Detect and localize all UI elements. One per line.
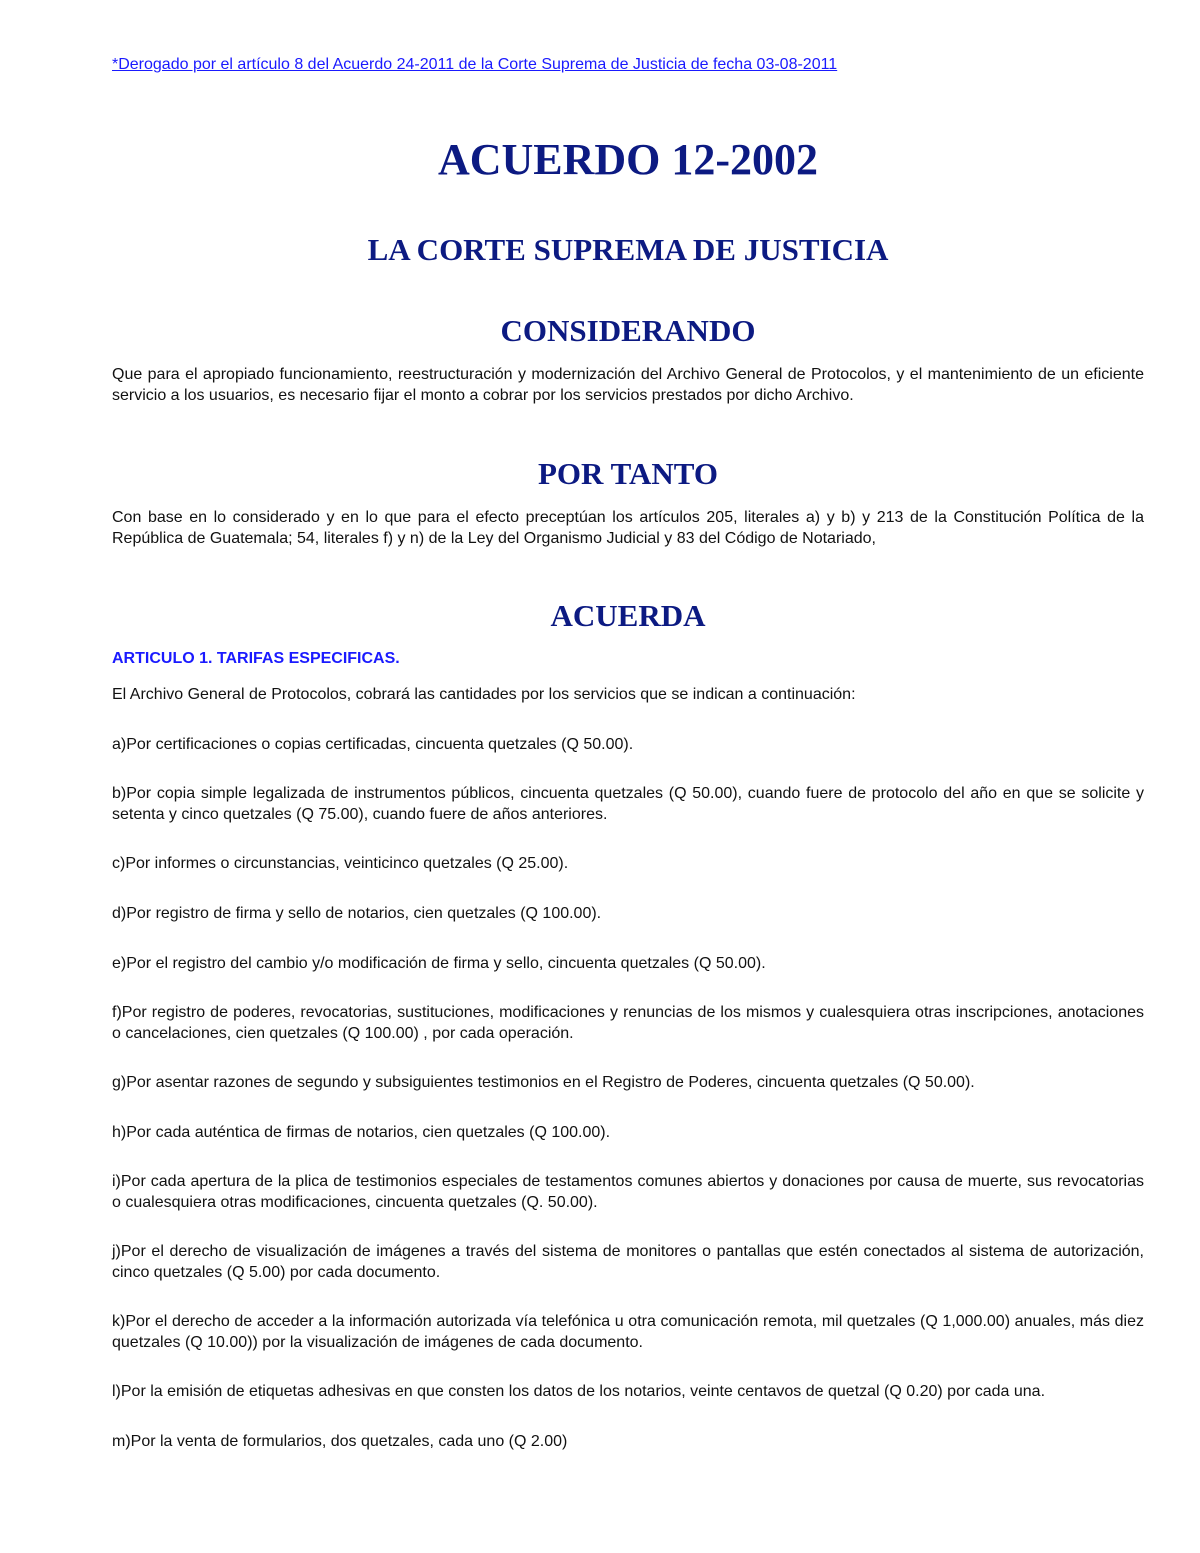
list-item: m)Por la venta de formularios, dos quetzales, cada uno (Q 2.00) bbox=[112, 1433, 568, 1450]
por-tanto-text: Con base en lo considerado y en lo que para el efecto preceptúan los artículos 205, literales a) y b) y 213 de la Constitución Política de la República de Guatemala; 54, literales f) y n) de la Ley del Organismo Judicial y 83 del Código de Notariado, bbox=[112, 509, 1144, 547]
list-item: b)Por copia simple legalizada de instrumentos públicos, cincuenta quetzales (Q 50.00), cuando fuere de protocolo del año en que se solicite y setenta y cinco quetzales (Q 75.00), cuando fuere de años anteriores. bbox=[112, 785, 1144, 823]
list-item: g)Por asentar razones de segundo y subsiguientes testimonios en el Registro de Poderes, cincuenta quetzales (Q 50.00). bbox=[112, 1074, 975, 1091]
considerando-heading: CONSIDERANDO bbox=[500, 313, 756, 348]
article-intro: El Archivo General de Protocolos, cobrará las cantidades por los servicios que se indican a continuación: bbox=[112, 686, 856, 703]
list-item: l)Por la emisión de etiquetas adhesivas en que consten los datos de los notarios, veinte centavos de quetzal (Q 0.20) por cada una. bbox=[112, 1383, 1046, 1400]
list-item: k)Por el derecho de acceder a la información autorizada vía telefónica u otra comunicación remota, mil quetzales (Q 1,000.00) anuales, más diez quetzales (Q 10.00)) por la visualización de imágenes de cada documento. bbox=[112, 1313, 1144, 1351]
list-item: a)Por certificaciones o copias certificadas, cincuenta quetzales (Q 50.00). bbox=[112, 736, 634, 753]
issuer-heading: LA CORTE SUPREMA DE JUSTICIA bbox=[367, 232, 889, 267]
list-item: c)Por informes o circunstancias, veinticinco quetzales (Q 25.00). bbox=[112, 855, 569, 872]
list-item: h)Por cada auténtica de firmas de notarios, cien quetzales (Q 100.00). bbox=[112, 1124, 611, 1141]
list-item: f)Por registro de poderes, revocatorias, sustituciones, modificaciones y renuncias de los mismos y cualesquiera otras inscripciones, anotaciones o cancelaciones, cien quetzales (Q 100.00) , por cada operación. bbox=[112, 1004, 1144, 1042]
por-tanto-heading: POR TANTO bbox=[537, 456, 718, 491]
list-item: e)Por el registro del cambio y/o modificación de firma y sello, cincuenta quetzales (Q 50.00). bbox=[112, 955, 766, 972]
list-item: i)Por cada apertura de la plica de testimonios especiales de testamentos comunes abiertos y donaciones por causa de muerte, sus revocatorias o cualesquiera otras modificaciones, cincuenta quetzales (Q. 50.00). bbox=[112, 1173, 1144, 1211]
article-title: ARTICULO 1. TARIFAS ESPECIFICAS. bbox=[112, 650, 400, 667]
list-item: j)Por el derecho de visualización de imágenes a través del sistema de monitores o pantallas que estén conectados al sistema de autorización, cinco quetzales (Q 5.00) por cada documento. bbox=[112, 1243, 1144, 1281]
acuerda-heading: ACUERDA bbox=[550, 598, 706, 633]
considerando-text: Que para el apropiado funcionamiento, reestructuración y modernización del Archivo General de Protocolos, y el mantenimiento de un eficiente servicio a los usuarios, es necesario fijar el monto a cobrar por los servicios prestados por dicho Archivo. bbox=[112, 366, 1144, 404]
page-title: ACUERDO 12-2002 bbox=[437, 135, 819, 184]
derogado-link[interactable]: *Derogado por el artículo 8 del Acuerdo 24-2011 de la Corte Suprema de Justicia de fecha 03-08-2011 bbox=[112, 56, 838, 73]
list-item: d)Por registro de firma y sello de notarios, cien quetzales (Q 100.00). bbox=[112, 905, 602, 922]
